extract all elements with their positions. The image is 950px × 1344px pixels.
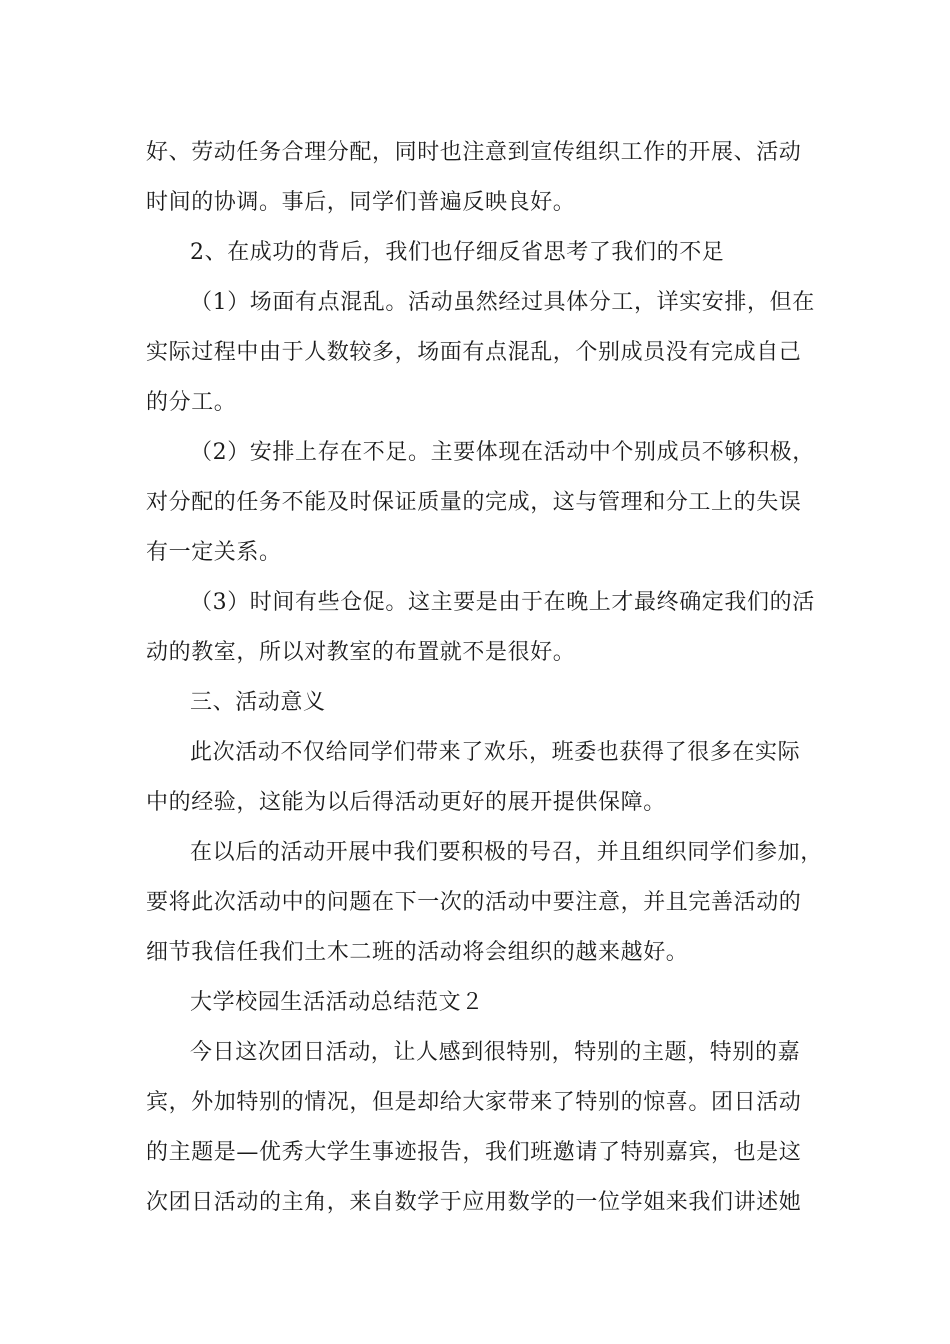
text-line: 次团日活动的主角，来自数学于应用数学的一位学姐来我们讲述她 bbox=[146, 1190, 802, 1215]
text-line: 宾，外加特别的情况，但是却给大家带来了特别的惊喜。团日活动 bbox=[146, 1090, 802, 1115]
text-line: （1）场面有点混乱。活动虽然经过具体分工，详实安排，但在 bbox=[190, 290, 815, 315]
text-line: 此次活动不仅给同学们带来了欢乐，班委也获得了很多在实际 bbox=[190, 740, 801, 765]
text-line: 的主题是—优秀大学生事迹报告，我们班邀请了特别嘉宾，也是这 bbox=[146, 1140, 802, 1165]
text-line: 要将此次活动中的问题在下一次的活动中要注意，并且完善活动的 bbox=[146, 890, 802, 915]
text-line: 时间的协调。事后，同学们普遍反映良好。 bbox=[146, 190, 576, 215]
text-line: 在以后的活动开展中我们要积极的号召，并且组织同学们参加， bbox=[190, 840, 823, 865]
text-line: 今日这次团日活动，让人感到很特别，特别的主题，特别的嘉 bbox=[190, 1040, 801, 1065]
text-line: 实际过程中由于人数较多，场面有点混乱，个别成员没有完成自己 bbox=[146, 340, 802, 365]
text-line: 动的教室，所以对教室的布置就不是很好。 bbox=[146, 640, 576, 665]
section-title: 大学校园生活活动总结范文２ bbox=[190, 990, 484, 1015]
text-line: 的分工。 bbox=[146, 390, 237, 415]
text-line: 中的经验，这能为以后得活动更好的展开提供保障。 bbox=[146, 790, 666, 815]
text-line: 好、劳动任务合理分配，同时也注意到宣传组织工作的开展、活动 bbox=[146, 140, 802, 165]
text-line: （2）安排上存在不足。主要体现在活动中个别成员不够积极， bbox=[190, 440, 815, 465]
section-heading: 2、在成功的背后，我们也仔细反省思考了我们的不足 bbox=[190, 240, 725, 265]
text-line: 细节我信任我们土木二班的活动将会组织的越来越好。 bbox=[146, 940, 689, 965]
section-heading: 三、活动意义 bbox=[190, 690, 326, 715]
text-line: 对分配的任务不能及时保证质量的完成，这与管理和分工上的失误 bbox=[146, 490, 802, 515]
text-line: （3）时间有些仓促。这主要是由于在晚上才最终确定我们的活 bbox=[190, 590, 815, 615]
text-line: 有一定关系。 bbox=[146, 540, 282, 565]
